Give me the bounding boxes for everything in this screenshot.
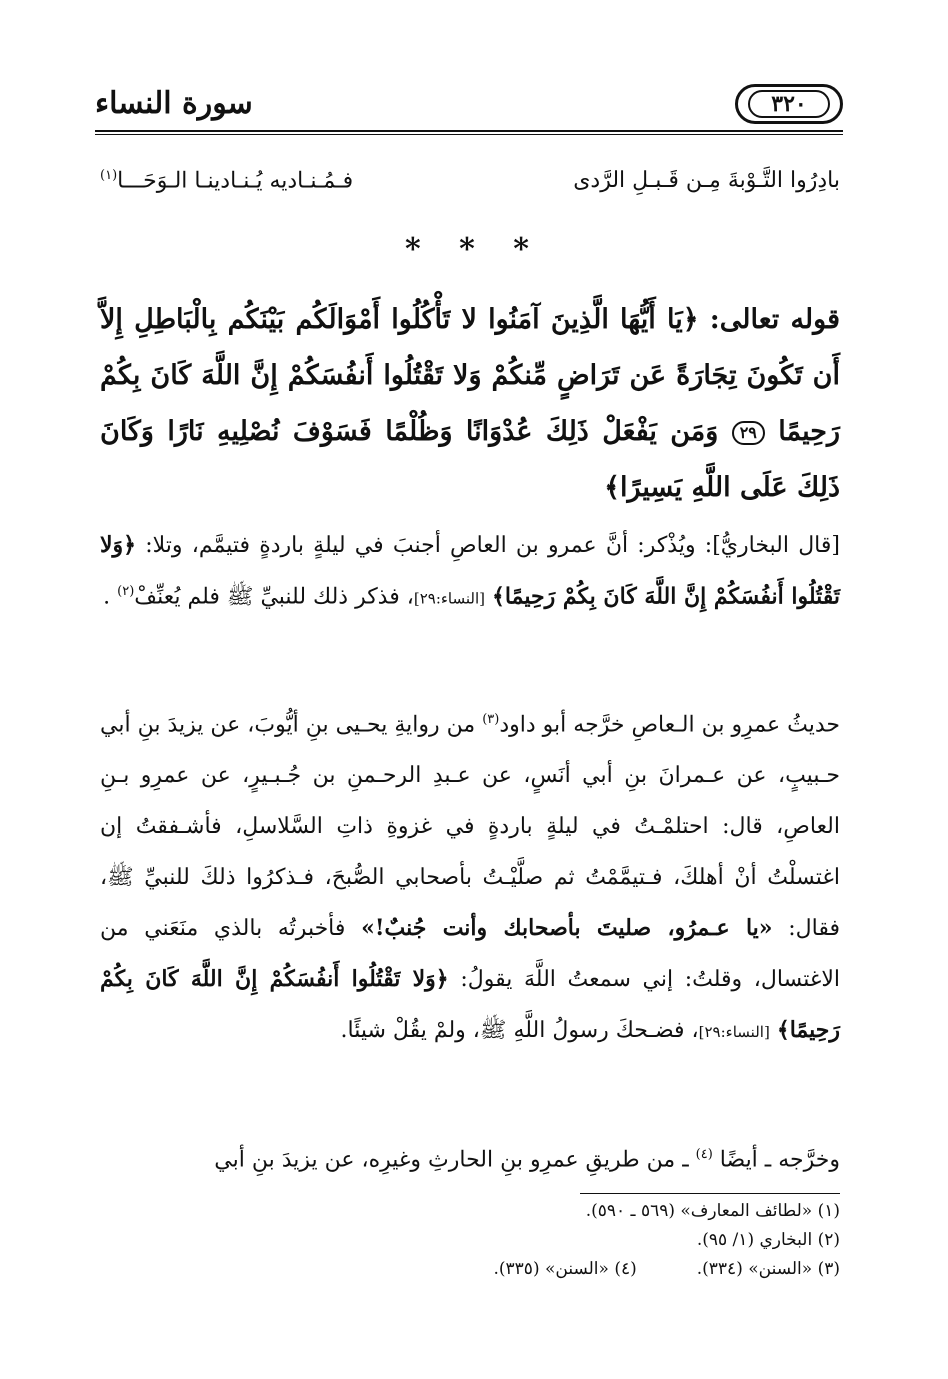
para1-end: . <box>103 584 111 610</box>
para2-text-a: حديثُ عمرِو بن الـعاصِ خرَّجه أبو داود <box>499 712 840 738</box>
paragraph-bukhari <box>100 522 840 621</box>
footnote-3: (٣) «السنن» (٣٣٤). <box>696 1259 840 1279</box>
para2-ref: [النساء:٢٩] <box>698 1023 770 1042</box>
section-separator: * * * <box>405 232 543 267</box>
para2-text-d: ، فضـحكَ رسولُ اللَّهِ ﷺ، ولمْ يقُلْ شيئًا. <box>340 1018 699 1044</box>
header-rule <box>95 130 843 132</box>
para1-quran: ﴿وَلا تَقْتُلُوا أَنفُسَكُمْ إِنَّ اللَّهَ كَانَ بِكُمْ رَحِيمًا﴾ <box>100 532 840 610</box>
para3-text-b: ـ من طريقِ عمرِو بنِ الحارثِ وغيرِه، عن يزيدَ بنِ أبي <box>214 1147 689 1173</box>
para1-ref: [النساء:٢٩] <box>413 589 486 608</box>
footnote-ref-4: (٤) <box>695 1147 713 1162</box>
footnote-ref-2: (٢) <box>117 584 135 599</box>
paragraph-continuation <box>100 1132 840 1183</box>
verse-intro: قوله تعالى: <box>709 304 841 335</box>
poem-second-hemistich: فـمُـنـاديه يُـنـادينـا الـوَحَـــا$^{(١)}$ <box>100 168 354 194</box>
footnote-rule <box>580 1193 840 1194</box>
surah-title: سورة النساء <box>95 86 253 121</box>
footnote-ref-3: (٣) <box>482 712 500 727</box>
verse-text-1: ﴿يَا أَيُّهَا الَّذِينَ آمَنُوا لا تَأْكُلُوا أَمْوَالَكُم بَيْنَكُم بِالْبَاطِلِ إِلاَّ أَن تَكُونَ تِجَارَةً عَن تَرَاضٍ مِّنكُمْ وَلا تَقْتُلُوا أَنفُسَكُمْ إِنَّ اللَّهَ كَانَ بِكُمْ رَحِيمًا <box>100 304 840 447</box>
paragraph-hadith <box>100 694 840 1058</box>
footnote-ref-1: (١) <box>100 168 118 183</box>
footnotes <box>100 1197 840 1284</box>
poem-first-hemistich: بادِرُوا التَّـوْبةَ مِـن قَـبـلِ الرَّدى <box>573 168 840 193</box>
verse-block <box>100 292 840 516</box>
para2-text-c: فأخبرتُه بالذي منَعَني من الاغتسال، وقلتُ: إني سمعتُ اللَّهَ يقولُ: <box>100 916 841 993</box>
para1-text-a: [قال البخاريُّ]: ويُذْكر: أنَّ عمرو بن العاصِ أجنبَ في ليلةٍ باردةٍ فتيمَّم، وتلا: <box>145 533 840 558</box>
para2-text-b: من روايةِ يحـيى بنِ أيُّوبَ، عن يزيدَ بنِ أبي حـبيبٍ، عن عـمرانَ بنِ أبي أنَسٍ، عن عـبدِ الرحـمنِ بن جُـبـيرٍ، عن عمرِو بـنِ العاصِ، قال: احتلمْـتُ في ليلةٍ باردةٍ في غزوةِ ذاتِ السَّلاسلِ، فأشـفقتُ إن اغتسلْتُ أنْ أهلكَ، فـتيمَّمْتُ ثم صلَّيْـتُ بأصحابي الصُّبحَ، فـذكرُوا ذلكَ للنبيِّ ﷺ، فقال: <box>100 712 840 942</box>
footnote-row-3-4 <box>100 1255 840 1284</box>
page-header <box>95 84 843 130</box>
header-rule-thin <box>95 134 843 135</box>
para3-text-a: وخرَّجه ـ أيضًا <box>719 1147 840 1173</box>
footnote-4: (٤) «السنن» (٣٣٥). <box>493 1259 637 1279</box>
verse-text-2: وَمَن يَفْعَلْ ذَلِكَ عُدْوَانًا وَظُلْمًا فَسَوْفَ نُصْلِيهِ نَارًا وَكَانَ ذَلِكَ عَلَى اللَّهِ يَسِيرًا﴾ <box>100 416 840 503</box>
ayah-number-badge: ٢٩ <box>732 421 765 445</box>
footnote-2: (٢) البخاري (١/ ٩٥). <box>696 1230 840 1250</box>
poem-line <box>100 168 840 193</box>
page-number-badge <box>735 84 843 124</box>
para2-quote: «يا عـمرُو، صليتَ بأصحابك وأنت جُنبٌ!» <box>361 915 773 942</box>
page-number: ٣٢٠ <box>748 90 830 118</box>
para1-text-b: ، فذكر ذلك للنبيِّ ﷺ فلم يُعنِّفْ <box>134 584 414 610</box>
footnote-1: (١) «لطائف المعارف» (٥٦٩ ـ ٥٩٠). <box>585 1201 840 1221</box>
para2-quran: ﴿وَلا تَقْتُلُوا أَنفُسَكُمْ إِنَّ اللَّهَ كَانَ بِكُمْ رَحِيمًا﴾ <box>100 966 840 1044</box>
